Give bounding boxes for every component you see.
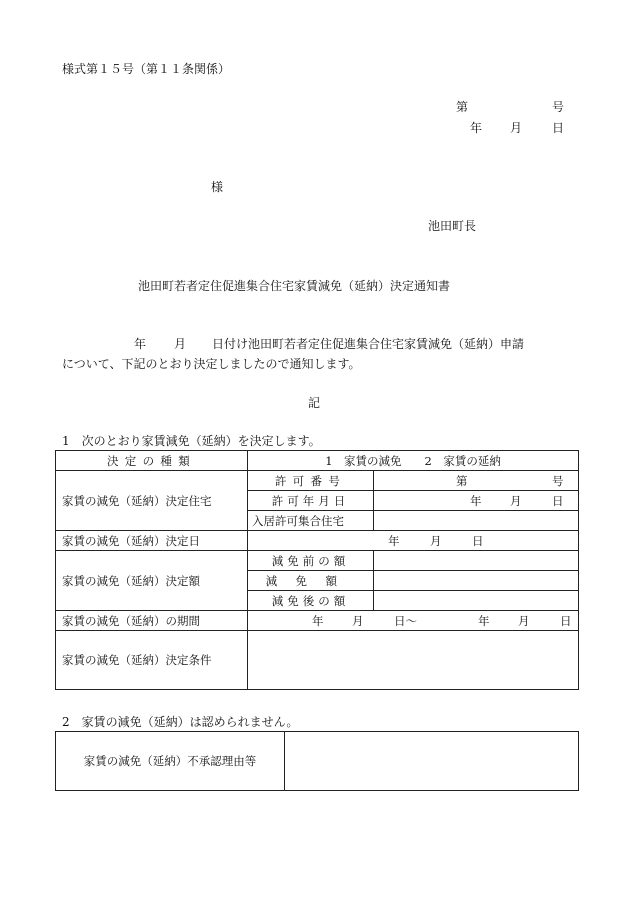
body-line1: 日付け池田町若者定住促進集合住宅家賃減免（延納）申請 [212,337,525,351]
decision-date-hi: 日 [472,534,484,548]
period-label: 家賃の減免（延納）の期間 [56,611,248,631]
table-row [56,631,579,690]
permit-no-value [374,471,579,491]
period-start-nen: 年 [312,614,324,628]
ki-label: 記 [308,396,321,410]
permit-no-go: 号 [552,474,564,488]
permit-date-hi: 日 [552,494,564,508]
permit-date-label: 許可年月日 [248,491,374,511]
reduction-label: 減免額 [248,571,374,591]
doc-date-hi: 日 [552,121,565,135]
table-row [56,611,579,631]
housing-name-value [374,511,579,531]
condition-label: 家賃の減免（延納）決定条件 [56,631,248,690]
decision-date-label: 家賃の減免（延納）決定日 [56,531,248,551]
permit-no-label: 許可番号 [248,471,374,491]
period-end-hi: 日 [560,614,572,628]
housing-label: 家賃の減免（延納）決定住宅 [56,471,248,531]
period-start-tsuki: 月 [352,614,364,628]
decision-date-nen: 年 [388,534,400,548]
table-row [56,471,579,491]
rejection-table [55,731,579,791]
permit-no-dai: 第 [456,474,468,488]
section1-heading: 1 次のとおり家賃減免（延納）を決定します。 [62,434,321,448]
recipient-sama: 様 [211,180,224,194]
period-end-nen: 年 [478,614,490,628]
decision-date-value [248,531,579,551]
decision-date-tsuki: 月 [430,534,442,548]
period-start-hi: 日～ [394,614,417,628]
issuer: 池田町長 [428,219,477,233]
condition-value [248,631,579,690]
doc-date-nen: 年 [470,121,483,135]
after-value [374,591,579,611]
period-value [248,611,579,631]
doc-number-go: 号 [552,100,565,114]
table-row [56,551,579,571]
housing-name-label: 入居許可集合住宅 [248,511,374,531]
doc-number-dai: 第 [456,100,469,114]
body-date-nen: 年 [134,337,147,351]
period-end-tsuki: 月 [518,614,530,628]
document-title: 池田町若者定住促進集合住宅家賃減免（延納）決定通知書 [138,279,451,293]
permit-date-tsuki: 月 [510,494,522,508]
decision-table [55,450,579,690]
form-number: 様式第１５号（第１１条関係） [62,62,231,76]
section2-heading: 2 家賃の減免（延納）は認められません。 [62,715,299,729]
reduction-value [374,571,579,591]
kind-value: 1 家賃の減免 2 家賃の延納 [248,451,579,471]
reason-label: 家賃の減免（延納）不承認理由等 [56,732,285,791]
body-date-tsuki: 月 [174,337,187,351]
amount-label: 家賃の減免（延納）決定額 [56,551,248,611]
before-value [374,551,579,571]
doc-date-tsuki: 月 [510,121,523,135]
body-line2: について、下記のとおり決定しましたので通知します。 [62,357,361,371]
table-row [56,531,579,551]
kind-label: 決定の種類 [56,451,248,471]
table-row [56,732,579,791]
permit-date-nen: 年 [470,494,482,508]
permit-date-value [374,491,579,511]
before-label: 減免前の額 [248,551,374,571]
table-row [56,451,579,471]
reason-value [285,732,579,791]
after-label: 減免後の額 [248,591,374,611]
